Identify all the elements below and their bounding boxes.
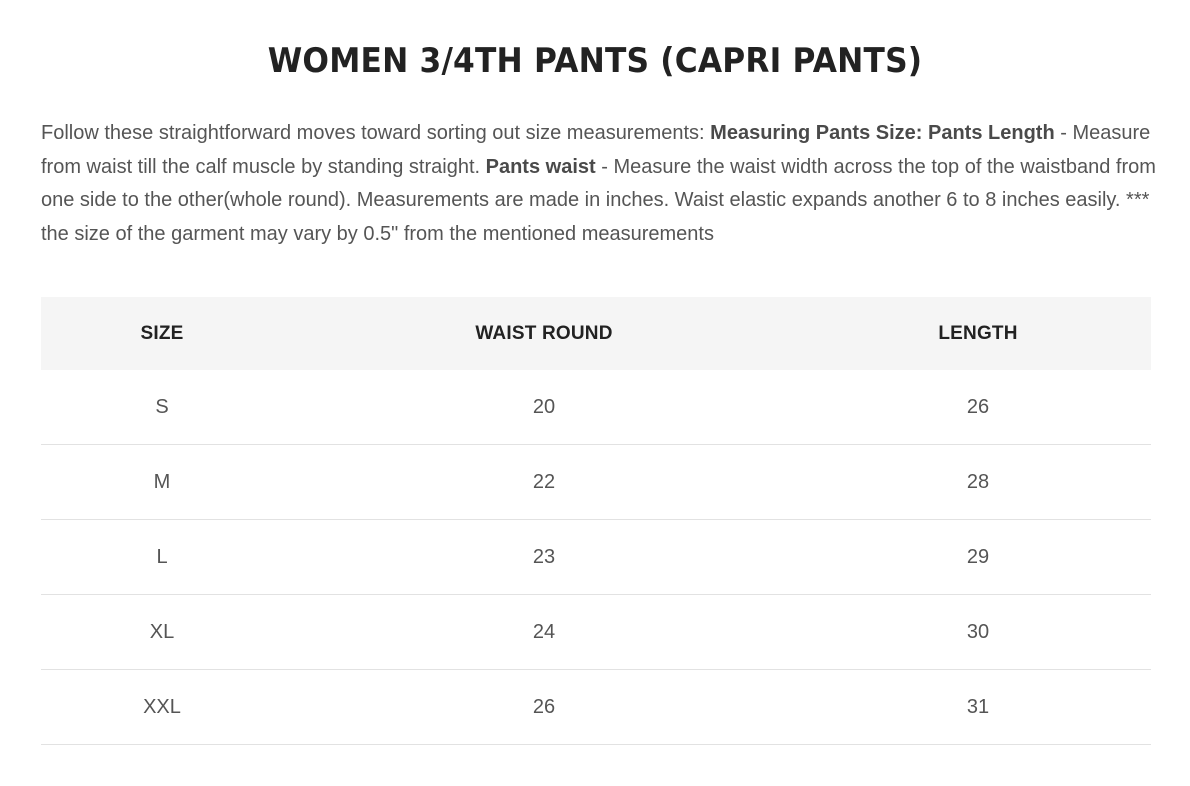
waist-round-cell: 26 xyxy=(283,670,805,745)
header-size: SIZE xyxy=(41,297,283,370)
table-row xyxy=(41,670,1151,745)
size-chart-table xyxy=(41,297,1151,745)
measuring-pants-size-label: Measuring Pants Size: Pants Length xyxy=(710,122,1055,144)
length-cell: 30 xyxy=(805,595,1151,670)
table-row xyxy=(41,595,1151,670)
length-cell: 29 xyxy=(805,520,1151,595)
pants-length-instruction: - Measure from waist till the calf muscle by standing straight. xyxy=(41,122,1151,178)
size-cell: M xyxy=(41,445,283,520)
header-waist-round: WAIST ROUND xyxy=(283,297,805,370)
header-length: LENGTH xyxy=(805,297,1151,370)
intro-lead-text: Follow these straightforward moves toward sorting out size measurements: xyxy=(41,122,711,144)
table-row xyxy=(41,520,1151,595)
pants-waist-label: Pants waist xyxy=(485,155,596,178)
size-cell: XXL xyxy=(41,670,283,745)
waist-round-cell: 20 xyxy=(283,370,805,445)
intro-paragraph xyxy=(41,117,1156,251)
size-chart-body xyxy=(41,370,1151,745)
size-cell: S xyxy=(41,370,283,445)
waist-round-cell: 23 xyxy=(283,520,805,595)
waist-round-cell: 22 xyxy=(283,445,805,520)
page-title: WOMEN 3/4TH PANTS (CAPRI PANTS) xyxy=(267,41,923,81)
table-row xyxy=(41,370,1151,445)
length-cell: 28 xyxy=(805,445,1151,520)
length-cell: 26 xyxy=(805,370,1151,445)
pants-waist-instruction: - Measure the waist width across the top of the waistband from one side to the other(whole round). Measurements are made in inches. Waist elastic expands another 6 to 8 inches easily. *** the size of the garment may vary by 0.5" from the mentioned measurements xyxy=(41,155,1156,245)
size-chart-header xyxy=(41,297,1151,370)
size-cell: XL xyxy=(41,595,283,670)
table-row xyxy=(41,445,1151,520)
length-cell: 31 xyxy=(805,670,1151,745)
header-row xyxy=(41,297,1151,370)
waist-round-cell: 24 xyxy=(283,595,805,670)
size-cell: L xyxy=(41,520,283,595)
